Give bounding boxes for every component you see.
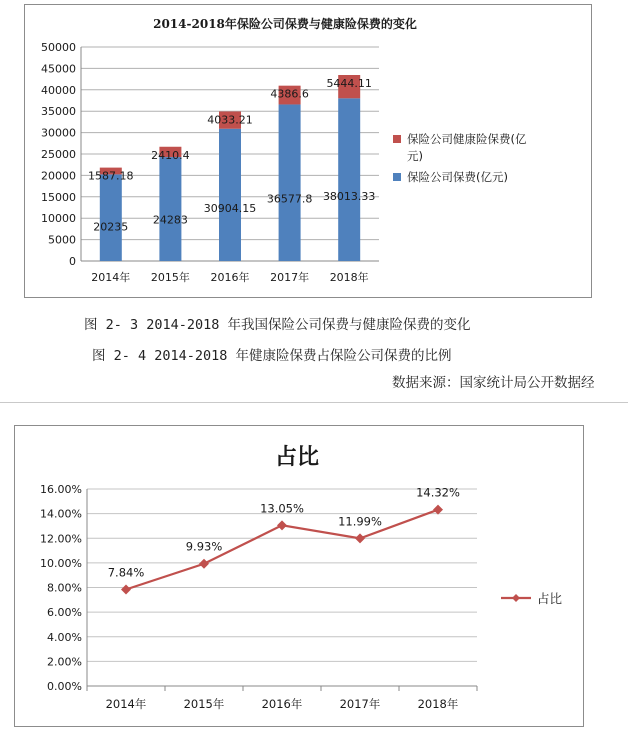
bar-premium xyxy=(100,174,122,261)
stacked-bar-chart-svg xyxy=(25,5,593,299)
data-point xyxy=(355,533,365,543)
x-tick-label: 2018年 xyxy=(417,697,459,711)
y-tick-label: 15000 xyxy=(41,190,76,204)
legend-swatch-premium xyxy=(393,173,401,181)
stacked-bar-chart xyxy=(24,4,592,298)
data-point xyxy=(277,520,287,530)
data-label-premium: 36577.8 xyxy=(266,192,313,206)
x-tick-label: 2014年 xyxy=(105,697,147,711)
figure-caption-2-4: 图 2- 4 2014-2018 年健康险保费占保险公司保费的比例 xyxy=(92,348,452,364)
y-tick-label: 14.00% xyxy=(40,507,82,521)
y-tick-label: 40000 xyxy=(41,83,76,97)
data-label: 7.84% xyxy=(107,565,145,580)
y-tick-label: 35000 xyxy=(41,105,76,119)
data-label-health-premium: 2410.4 xyxy=(151,148,190,162)
legend-label: 占比 xyxy=(537,591,563,606)
x-tick-label: 2016年 xyxy=(210,271,250,284)
bar-premium xyxy=(338,98,360,261)
x-tick-label: 2015年 xyxy=(183,697,225,711)
data-label-premium: 20235 xyxy=(93,220,129,234)
y-tick-label: 45000 xyxy=(41,62,76,76)
data-point xyxy=(199,559,209,569)
y-tick-label: 16.00% xyxy=(40,483,82,496)
data-source-note: 数据来源：国家统计局公开数据经 xyxy=(392,375,595,391)
data-label-health-premium: 1587.18 xyxy=(88,169,134,183)
y-tick-label: 30000 xyxy=(41,126,76,140)
y-tick-label: 12.00% xyxy=(40,532,82,546)
y-tick-label: 5000 xyxy=(48,233,76,247)
section-divider xyxy=(0,402,628,403)
x-tick-label: 2018年 xyxy=(329,271,369,284)
chart-title: 占比 xyxy=(274,445,320,470)
y-tick-label: 10.00% xyxy=(40,556,82,570)
y-tick-label: 25000 xyxy=(41,148,76,161)
line-chart-svg xyxy=(15,426,585,728)
y-tick-label: 2.00% xyxy=(47,655,82,669)
x-tick-label: 2017年 xyxy=(270,271,310,284)
y-tick-label: 10000 xyxy=(41,212,76,226)
data-label: 13.05% xyxy=(260,501,304,516)
data-label-health-premium: 5444.11 xyxy=(326,77,372,91)
chart-title: 2014-2018年保险公司保费与健康险保费的变化 xyxy=(153,17,417,31)
data-label-premium: 24283 xyxy=(152,213,188,227)
line-chart xyxy=(14,425,584,727)
data-label-premium: 30904.15 xyxy=(203,202,257,216)
figure-caption-2-3: 图 2- 3 2014-2018 年我国保险公司保费与健康险保费的变化 xyxy=(84,317,471,333)
bar-premium xyxy=(159,157,181,261)
x-tick-label: 2015年 xyxy=(150,271,190,284)
x-tick-label: 2014年 xyxy=(91,271,131,284)
data-label: 14.32% xyxy=(416,485,460,500)
x-tick-label: 2017年 xyxy=(339,697,381,711)
data-label: 9.93% xyxy=(185,539,223,554)
bar-premium xyxy=(279,104,301,261)
legend-label-premium: 保险公司保费(亿元) xyxy=(407,170,508,184)
data-label-health-premium: 4386.6 xyxy=(270,87,309,101)
y-tick-label: 20000 xyxy=(41,169,76,183)
data-label: 11.99% xyxy=(338,514,382,529)
legend-label-health-premium-cont: 元) xyxy=(407,149,423,163)
y-tick-label: 50000 xyxy=(41,41,76,54)
data-point xyxy=(121,584,131,594)
y-tick-label: 8.00% xyxy=(47,581,82,595)
legend-swatch-health-premium xyxy=(393,135,401,143)
bar-premium xyxy=(219,129,241,261)
x-tick-label: 2016年 xyxy=(261,697,303,711)
data-label-premium: 38013.33 xyxy=(322,189,376,203)
y-tick-label: 4.00% xyxy=(47,630,82,644)
y-tick-label: 0.00% xyxy=(47,680,82,693)
legend-label-health-premium: 保险公司健康险保费(亿 xyxy=(407,132,527,146)
data-label-health-premium: 4033.21 xyxy=(207,113,253,127)
y-tick-label: 0 xyxy=(69,255,76,268)
y-tick-label: 6.00% xyxy=(47,606,82,620)
legend-marker xyxy=(512,594,520,602)
